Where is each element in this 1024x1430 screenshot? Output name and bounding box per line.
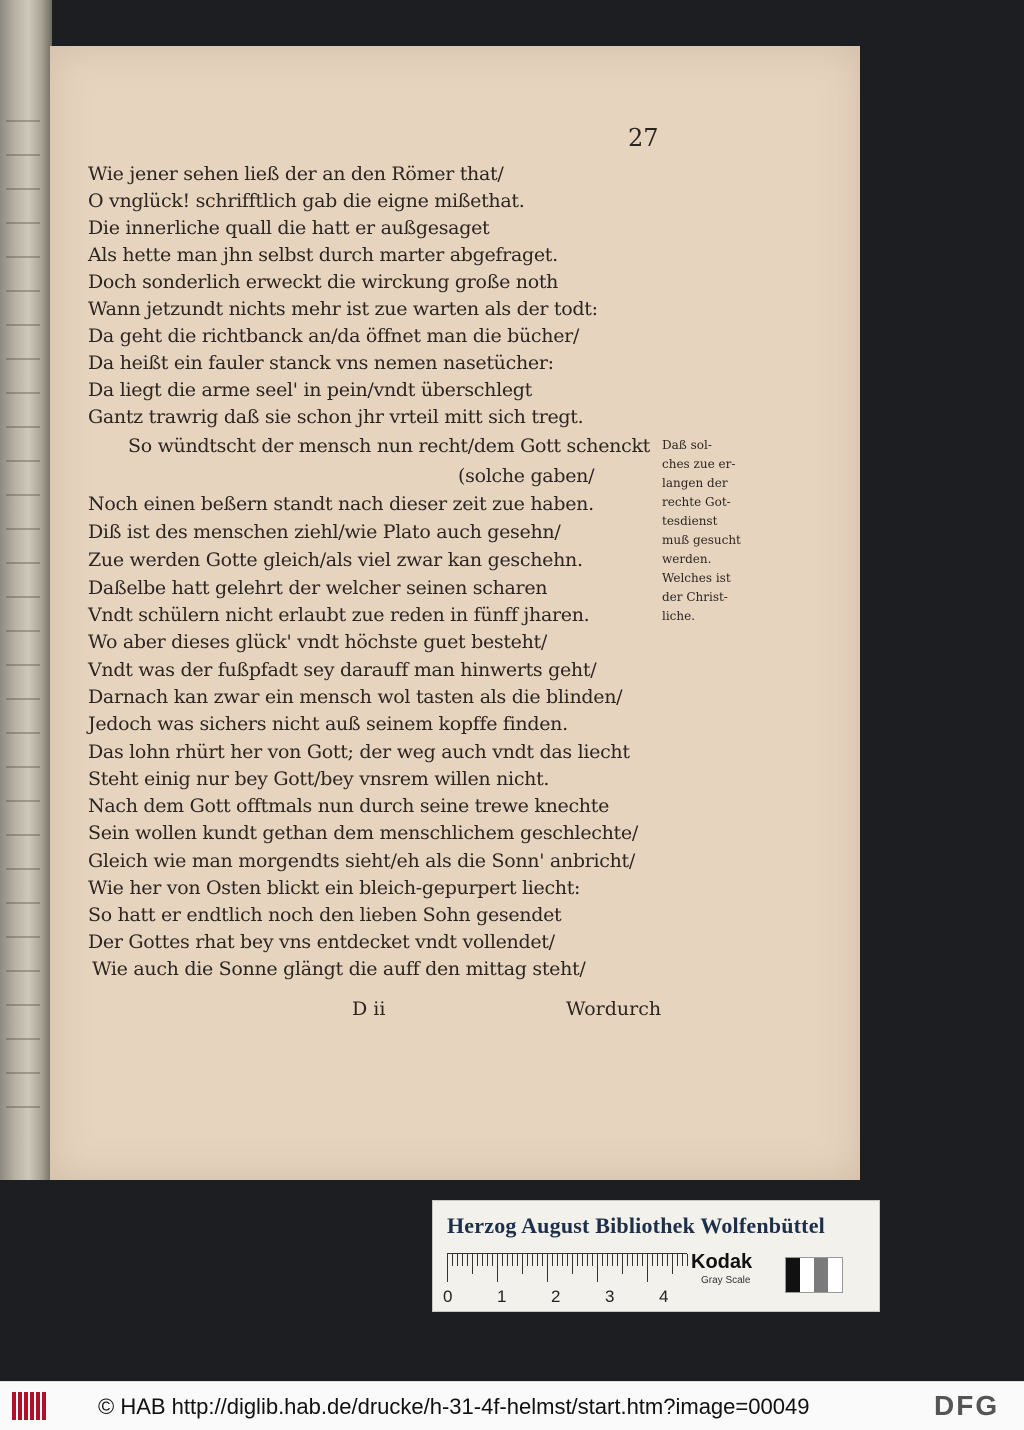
gray-swatch — [814, 1258, 828, 1292]
text-line: Wo aber dieses glück' vndt höchste guet besteht/ — [88, 631, 547, 653]
hab-logo-icon — [12, 1392, 46, 1420]
margin-note-line: rechte Got- — [662, 495, 731, 509]
page-number: 27 — [628, 124, 659, 152]
margin-note-line: Welches ist — [662, 571, 731, 585]
text-line: Gleich wie man morgendts sieht/eh als die Sonn' anbricht/ — [88, 850, 635, 872]
margin-note-line: langen der — [662, 476, 728, 490]
text-line: Darnach kan zwar ein mensch wol tasten als die blinden/ — [88, 686, 623, 708]
text-line: Als hette man jhn selbst durch marter abgefraget. — [88, 244, 558, 266]
text-line: O vnglück! schrifftlich gab die eigne mißethat. — [88, 190, 525, 212]
text-line: Wie jener sehen ließ der an den Römer that/ — [88, 163, 504, 185]
text-line: Diß ist des menschen ziehl/wie Plato auch gesehn/ — [88, 521, 561, 543]
margin-note-line: muß gesucht — [662, 533, 741, 547]
text-line: Zue werden Gotte gleich/als viel zwar kan geschehn. — [88, 549, 583, 571]
text-line: Nach dem Gott offtmals nun durch seine trewe knechte — [88, 795, 610, 817]
text-line: Vndt schülern nicht erlaubt zue reden in fünff jharen. — [88, 604, 590, 626]
text-line: Die innerliche quall die hatt er außgesaget — [88, 217, 490, 239]
margin-note-line: ches zue er- — [662, 457, 736, 471]
color-reference-card — [432, 1200, 880, 1312]
ruler-number: 2 — [551, 1287, 561, 1306]
gray-scale-label: Gray Scale — [701, 1275, 751, 1286]
catchword: Wordurch — [566, 998, 662, 1020]
gray-swatch — [800, 1258, 814, 1292]
printer-signature: D ii — [352, 998, 386, 1020]
margin-note-line: tesdienst — [662, 514, 718, 528]
text-line: Vndt was der fußpfadt sey darauff man hinwerts geht/ — [88, 659, 597, 681]
ruler — [447, 1253, 687, 1284]
margin-note-line: liche. — [662, 609, 696, 623]
ruler-number: 1 — [497, 1287, 507, 1306]
gray-swatch — [828, 1258, 842, 1292]
text-line: Wie auch die Sonne glängt die auff den mittag steht/ — [92, 958, 586, 980]
text-line: Der Gottes rhat bey vns entdecket vndt vollendet/ — [88, 931, 555, 953]
footer-citation[interactable]: © HAB http://diglib.hab.de/drucke/h-31-4f-helmst/start.htm?image=00049 — [98, 1394, 810, 1419]
text-line: (solche gaben/ — [458, 465, 595, 487]
gray-swatches — [785, 1257, 843, 1293]
text-line: Wann jetzundt nichts mehr ist zue warten als der todt: — [88, 298, 598, 320]
text-line: Da liegt die arme seel' in pein/vndt überschlegt — [88, 379, 533, 401]
text-line: Doch sonderlich erweckt die wirckung große noth — [88, 271, 559, 293]
margin-note-line: werden. — [662, 552, 712, 566]
text-line: Noch einen beßern standt nach dieser zeit zue haben. — [88, 493, 594, 515]
text-line: Da geht die richtbanck an/da öffnet man die bücher/ — [88, 325, 580, 347]
kodak-logo: Kodak — [691, 1251, 753, 1273]
ruler-number: 0 — [443, 1287, 453, 1306]
text-line: So wündtscht der mensch nun recht/dem Gott schenckt — [128, 435, 651, 457]
library-name: Herzog August Bibliothek Wolfenbüttel — [447, 1213, 825, 1238]
text-line: Da heißt ein fauler stanck vns nemen nasetücher: — [88, 352, 554, 374]
dfg-logo: DFG — [934, 1390, 1000, 1421]
text-line: So hatt er endtlich noch den lieben Sohn gesendet — [88, 904, 562, 926]
text-line: Sein wollen kundt gethan dem menschlichem geschlechte/ — [88, 822, 638, 844]
margin-note-line: Daß sol- — [662, 438, 712, 452]
ruler-number: 3 — [605, 1287, 615, 1306]
text-line: Daßelbe hatt gelehrt der welcher seinen scharen — [88, 577, 548, 599]
text-line: Wie her von Osten blickt ein bleich-gepurpert liecht: — [88, 877, 581, 899]
book-binding — [0, 0, 52, 1180]
book-page — [50, 46, 860, 1180]
ruler-number: 4 — [659, 1287, 669, 1306]
text-line: Gantz trawrig daß sie schon jhr vrteil mitt sich tregt. — [88, 406, 584, 428]
gray-swatch — [786, 1258, 800, 1292]
footer-bar — [0, 1381, 1024, 1430]
margin-note-line: der Christ- — [662, 590, 728, 604]
text-line: Steht einig nur bey Gott/bey vnsrem willen nicht. — [88, 768, 550, 790]
text-line: Das lohn rhürt her von Gott; der weg auch vndt das liecht — [88, 741, 630, 763]
text-line: Jedoch was sichers nicht auß seinem kopffe finden. — [88, 713, 568, 735]
